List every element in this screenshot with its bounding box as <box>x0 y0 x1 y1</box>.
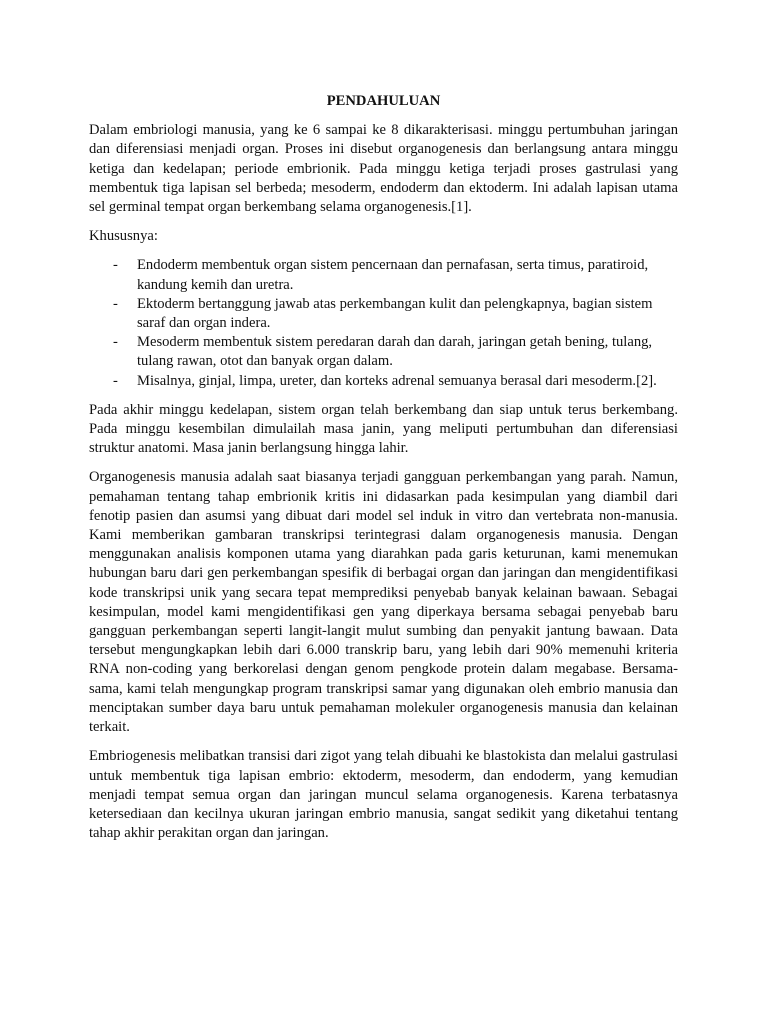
body-paragraph: Organogenesis manusia adalah saat biasanya terjadi gangguan perkembangan yang parah. Namun, pemahaman tentang tahap embrionik kritis ini didasarkan pada kesimpulan yang diambil dari fenotip pasien dan asumsi yang dibuat dari model sel induk in vitro dan vertebrata non-manusia. Kami memberikan gambaran transkripsi terintegrasi dalam organogenesis manusia. Dengan menggunakan analisis komponen utama yang diarahkan pada garis keturunan, kami menemukan hubungan baru dari gen perkembangan spesifik di berbagai organ dan jaringan dan mengidentifikasi kode transkripsi unik yang secara tepat memprediksi penyebab banyak kelainan bawaan. Sebagai kesimpulan, model kami mengidentifikasi gen yang diperkaya bersama sebagai penyebab baru gangguan perkembangan seperti langit-langit mulut sumbing dan penyakit jantung bawaan. Data tersebut mengungkapkan lebih dari 6.000 transkrip baru, yang lebih dari 90% memenuhi kriteria RNA non-coding yang berkorelasi dengan genom pengkode protein dalam megabase. Bersama-sama, kami telah mengungkap program transkripsi samar yang digunakan oleh embrio manusia dan menciptakan sumber daya baru untuk pemahaman molekuler organogenesis manusia dan kelainan terkait. <box>89 469 678 736</box>
list-item <box>89 333 678 371</box>
document-title: PENDAHULUAN <box>326 93 441 109</box>
list-item-text: Mesoderm membentuk sistem peredaran darah dan darah, jaringan getah bening, tulang, tulang rawan, otot dan banyak organ dalam. <box>137 334 653 370</box>
list-item <box>89 256 678 294</box>
list-item-text: Misalnya, ginjal, limpa, ureter, dan korteks adrenal semuanya berasal dari mesoderm.[2]. <box>137 372 657 389</box>
list-item-text: Ektoderm bertanggung jawab atas perkembangan kulit dan pelengkapnya, bagian sistem saraf dan organ indera. <box>137 295 653 332</box>
bullet-marker: - <box>113 372 118 389</box>
bullet-marker: - <box>113 257 118 274</box>
list-item-text: Endoderm membentuk organ sistem pencernaan dan pernafasan, serta timus, paratiroid, kandung kemih dan uretra. <box>137 257 649 293</box>
bullet-marker: - <box>113 295 118 312</box>
list-item <box>89 295 678 333</box>
intro-paragraph: Dalam embriologi manusia, yang ke 6 sampai ke 8 dikarakterisasi. minggu pertumbuhan jaringan dan diferensiasi menjadi organ. Proses ini disebut organogenesis dan berlangsung antara minggu ketiga dan kedelapan; periode embrionik. Pada minggu ketiga terjadi proses gastrulasi yang membentuk tiga lapisan sel berbeda; mesoderm, endoderm dan ektoderm. Ini adalah lapisan utama sel germinal tempat organ berkembang selama organogenesis.[1]. <box>89 122 678 216</box>
list-item <box>89 372 678 391</box>
list-label: Khususnya: <box>89 228 158 245</box>
germ-layer-list <box>89 256 678 390</box>
bullet-marker: - <box>113 334 118 351</box>
body-paragraph: Pada akhir minggu kedelapan, sistem organ telah berkembang dan siap untuk terus berkembang. Pada minggu kesembilan dimulailah masa janin, yang meliputi pertumbuhan dan diferensiasi struktur anatomi. Masa janin berlangsung hingga lahir. <box>89 401 678 457</box>
body-paragraph: Embriogenesis melibatkan transisi dari zigot yang telah dibuahi ke blastokista dan melalui gastrulasi untuk membentuk tiga lapisan embrio: ektoderm, mesoderm, dan endoderm, yang kemudian menjadi tempat semua organ dan jaringan muncul selama organogenesis. Karena terbatasnya ketersediaan dan kecilnya ukuran jaringan embrio manusia, sangat sedikit yang diketahui tentang tahap akhir perakitan organ dan jaringan. <box>89 748 678 842</box>
document-page <box>89 92 678 853</box>
